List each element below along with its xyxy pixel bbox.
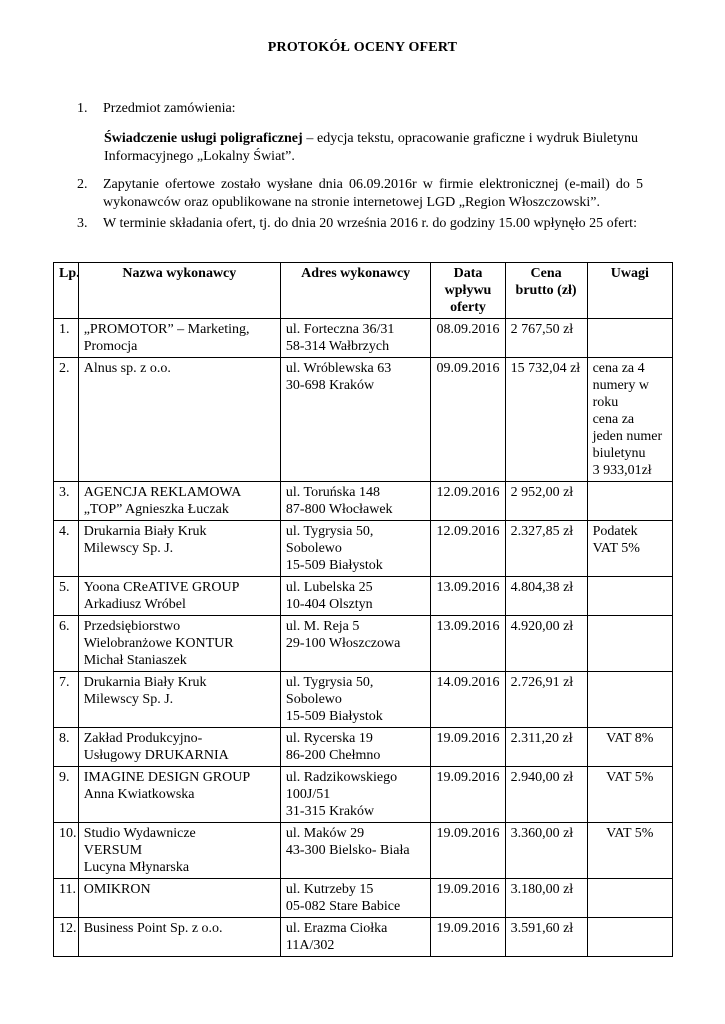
cell-date: 12.09.2016: [431, 521, 505, 577]
table-header-row: [54, 263, 673, 319]
table-row: [54, 767, 673, 823]
cell-address: ul. Kutrzeby 15 05-082 Stare Babice: [280, 879, 431, 918]
cell-name: „PROMOTOR” – Marketing, Promocja: [78, 319, 280, 358]
cell-price: 15 732,04 zł: [505, 358, 587, 482]
cell-lp: 2.: [54, 358, 79, 482]
cell-notes: [587, 482, 672, 521]
cell-notes: [587, 918, 672, 957]
list-item-text: Zapytanie ofertowe zostało wysłane dnia 06.09.2016r w firmie elektronicznej (e-mail) do 5 wykonawców oraz opublikowane na stronie internetowej LGD „Region Włoszczowski”.: [103, 177, 643, 210]
cell-name: Alnus sp. z o.o.: [78, 358, 280, 482]
cell-notes: [587, 672, 672, 728]
cell-date: 19.09.2016: [431, 879, 505, 918]
cell-price: 3.180,00 zł: [505, 879, 587, 918]
cell-notes: VAT 5%: [587, 823, 672, 879]
cell-date: 19.09.2016: [431, 823, 505, 879]
cell-name: AGENCJA REKLAMOWA „TOP” Agnieszka Łuczak: [78, 482, 280, 521]
list-item-number: 2.: [77, 177, 88, 192]
list-item-number: 3.: [77, 216, 88, 231]
cell-price: 2.311,20 zł: [505, 728, 587, 767]
cell-price: 4.804,38 zł: [505, 577, 587, 616]
cell-lp: 1.: [54, 319, 79, 358]
cell-price: 2 952,00 zł: [505, 482, 587, 521]
header-date: Data wpływu oferty: [431, 263, 505, 319]
cell-address: ul. Lubelska 25 10-404 Olsztyn: [280, 577, 431, 616]
list-item-number: 1.: [77, 101, 88, 116]
cell-name: Drukarnia Biały Kruk Milewscy Sp. J.: [78, 521, 280, 577]
cell-lp: 5.: [54, 577, 79, 616]
table-row: [54, 319, 673, 358]
cell-lp: 6.: [54, 616, 79, 672]
cell-lp: 9.: [54, 767, 79, 823]
cell-notes: cena za 4 numery w roku cena za jeden numer biuletynu 3 933,01zł: [587, 358, 672, 482]
list-item-text: W terminie składania ofert, tj. do dnia 20 września 2016 r. do godziny 15.00 wpłynęło 25 ofert:: [103, 216, 637, 231]
cell-date: 19.09.2016: [431, 728, 505, 767]
table-row: [54, 577, 673, 616]
cell-price: 2.726,91 zł: [505, 672, 587, 728]
cell-date: 14.09.2016: [431, 672, 505, 728]
cell-address: ul. Tygrysia 50, Sobolewo 15-509 Białystok: [280, 672, 431, 728]
cell-notes: [587, 616, 672, 672]
cell-price: 3.591,60 zł: [505, 918, 587, 957]
cell-address: ul. Rycerska 19 86-200 Chełmno: [280, 728, 431, 767]
cell-price: 4.920,00 zł: [505, 616, 587, 672]
cell-lp: 12.: [54, 918, 79, 957]
cell-name: Yoona CReATIVE GROUP Arkadiusz Wróbel: [78, 577, 280, 616]
cell-name: IMAGINE DESIGN GROUP Anna Kwiatkowska: [78, 767, 280, 823]
cell-address: ul. Erazma Ciołka 11A/302: [280, 918, 431, 957]
header-notes: Uwagi: [587, 263, 672, 319]
cell-address: ul. Radzikowskiego 100J/51 31-315 Kraków: [280, 767, 431, 823]
header-price: Cena brutto (zł): [505, 263, 587, 319]
cell-lp: 8.: [54, 728, 79, 767]
cell-notes: [587, 879, 672, 918]
cell-lp: 3.: [54, 482, 79, 521]
table-row: [54, 728, 673, 767]
header-address: Adres wykonawcy: [280, 263, 431, 319]
cell-name: Business Point Sp. z o.o.: [78, 918, 280, 957]
cell-name: Przedsiębiorstwo Wielobranżowe KONTUR Michał Staniaszek: [78, 616, 280, 672]
header-lp: Lp.: [54, 263, 79, 319]
subject-rest: – edycja tekstu, opracowanie graficzne i wydruk Biuletynu Informacyjnego „Lokalny Świat”.: [104, 131, 638, 164]
table-row: [54, 879, 673, 918]
cell-address: ul. Tygrysia 50, Sobolewo 15-509 Białystok: [280, 521, 431, 577]
cell-date: 13.09.2016: [431, 616, 505, 672]
cell-lp: 7.: [54, 672, 79, 728]
cell-name: Studio Wydawnicze VERSUM Lucyna Młynarska: [78, 823, 280, 879]
cell-notes: VAT 5%: [587, 767, 672, 823]
cell-notes: [587, 577, 672, 616]
cell-address: ul. Wróblewska 63 30-698 Kraków: [280, 358, 431, 482]
table-row: [54, 521, 673, 577]
subject-bold: Świadczenie usługi poligraficznej: [104, 131, 303, 146]
cell-price: 2 767,50 zł: [505, 319, 587, 358]
cell-date: 08.09.2016: [431, 319, 505, 358]
cell-price: 2.327,85 zł: [505, 521, 587, 577]
table-row: [54, 918, 673, 957]
cell-address: ul. Maków 29 43-300 Bielsko- Biała: [280, 823, 431, 879]
cell-name: Drukarnia Biały Kruk Milewscy Sp. J.: [78, 672, 280, 728]
cell-date: 09.09.2016: [431, 358, 505, 482]
header-name: Nazwa wykonawcy: [78, 263, 280, 319]
cell-address: ul. Forteczna 36/31 58-314 Wałbrzych: [280, 319, 431, 358]
cell-address: ul. M. Reja 5 29-100 Włoszczowa: [280, 616, 431, 672]
table-row: [54, 482, 673, 521]
table-row: [54, 672, 673, 728]
table-row: [54, 358, 673, 482]
order-subject: [104, 130, 638, 166]
table-row: [54, 616, 673, 672]
cell-name: Zakład Produkcyjno- Usługowy DRUKARNIA: [78, 728, 280, 767]
cell-lp: 10.: [54, 823, 79, 879]
document-title: PROTOKÓŁ OCENY OFERT: [267, 40, 458, 55]
cell-notes: Podatek VAT 5%: [587, 521, 672, 577]
cell-notes: [587, 319, 672, 358]
cell-name: OMIKRON: [78, 879, 280, 918]
cell-date: 19.09.2016: [431, 767, 505, 823]
cell-address: ul. Toruńska 148 87-800 Włocławek: [280, 482, 431, 521]
cell-lp: 4.: [54, 521, 79, 577]
table-row: [54, 823, 673, 879]
cell-notes: VAT 8%: [587, 728, 672, 767]
cell-date: 12.09.2016: [431, 482, 505, 521]
offers-table: [53, 262, 673, 957]
cell-date: 13.09.2016: [431, 577, 505, 616]
cell-date: 19.09.2016: [431, 918, 505, 957]
cell-lp: 11.: [54, 879, 79, 918]
cell-price: 2.940,00 zł: [505, 767, 587, 823]
cell-price: 3.360,00 zł: [505, 823, 587, 879]
list-item-text: Przedmiot zamówienia:: [103, 101, 236, 116]
